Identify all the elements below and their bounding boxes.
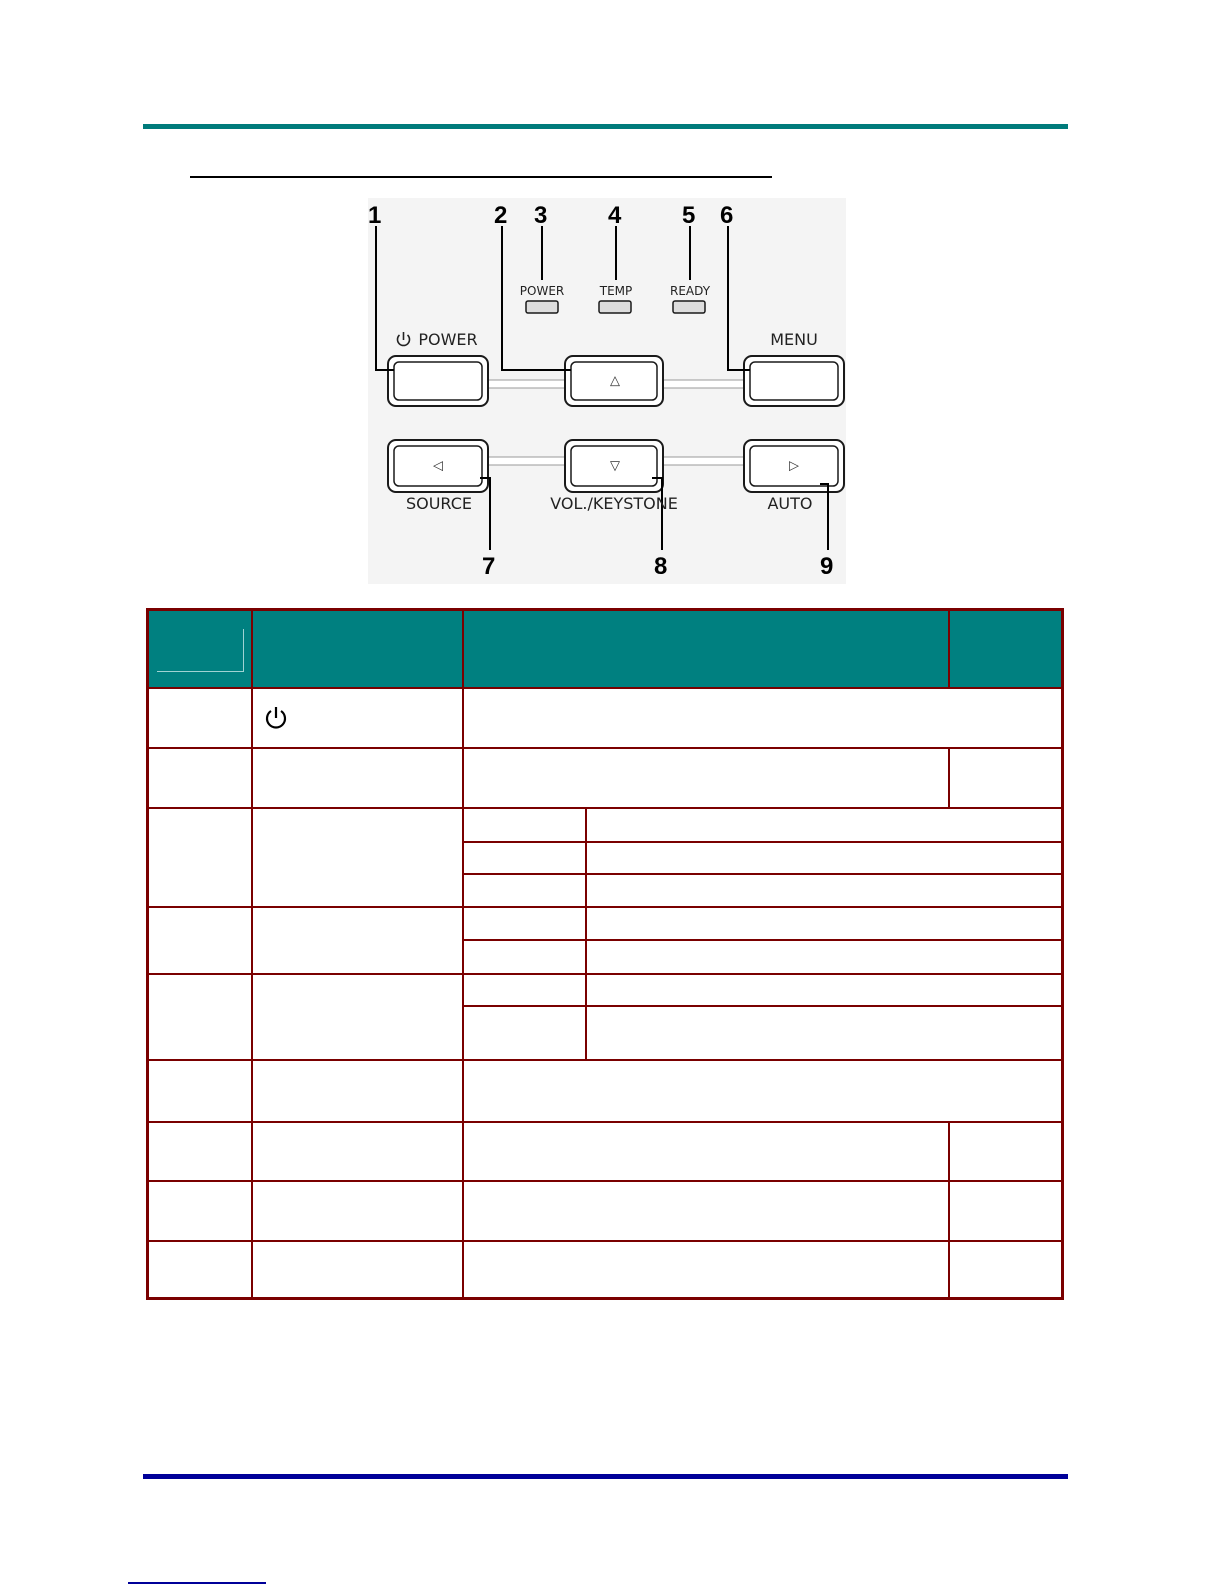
connector-bar — [486, 380, 568, 388]
row-divider — [149, 973, 1061, 975]
callout-leader-6 — [728, 226, 750, 370]
key-label-menu: MENU — [770, 330, 818, 349]
key-label-power: POWER — [418, 330, 478, 349]
column-divider — [462, 611, 464, 1297]
key-label-vol-keystone: VOL./KEYSTONE — [550, 494, 678, 513]
footer-rule — [143, 1474, 1068, 1479]
callout-number: 9 — [820, 553, 834, 580]
callout-number: 2 — [494, 202, 508, 229]
temp-led — [599, 301, 631, 313]
row-divider — [149, 687, 1061, 689]
sub-row-divider — [462, 873, 1061, 875]
triangle-down-icon: ▽ — [610, 458, 620, 474]
column-divider — [948, 747, 950, 807]
table-header-row — [149, 611, 1061, 687]
sub-row-divider — [462, 939, 1061, 941]
header-cell-inset — [157, 629, 244, 672]
power-icon — [263, 705, 289, 731]
column-divider — [948, 611, 950, 687]
sub-row-divider — [462, 841, 1061, 843]
power-icon — [398, 332, 410, 345]
row-divider — [149, 906, 1061, 908]
connector-bar — [660, 457, 746, 465]
row-divider — [149, 1059, 1061, 1061]
triangle-right-icon: ▷ — [789, 458, 799, 474]
led-label-power: POWER — [519, 284, 565, 298]
callout-number: 5 — [682, 202, 696, 229]
callout-leader-9 — [820, 484, 828, 550]
power-key — [388, 356, 488, 406]
section-heading-underline — [190, 176, 772, 178]
column-divider — [251, 611, 253, 1297]
callout-leader-1 — [376, 226, 394, 370]
header-rule — [143, 124, 1068, 129]
callout-number: 7 — [482, 553, 496, 580]
controls-table — [146, 608, 1064, 1300]
callout-number: 1 — [368, 202, 382, 229]
power-led — [526, 301, 558, 313]
connector-bar — [486, 457, 568, 465]
menu-key — [744, 356, 844, 406]
triangle-left-icon: ◁ — [433, 458, 443, 474]
row-divider — [149, 1121, 1061, 1123]
control-panel-figure — [368, 198, 846, 584]
column-divider — [585, 807, 587, 1059]
row-divider — [149, 747, 1061, 749]
footer-link-underline — [128, 1582, 266, 1584]
led-label-ready: READY — [669, 284, 711, 298]
callout-number: 6 — [720, 202, 734, 229]
connector-bar — [660, 380, 746, 388]
callout-number: 8 — [654, 553, 668, 580]
callout-number: 3 — [534, 202, 548, 229]
key-label-source: SOURCE — [405, 494, 473, 513]
sub-row-divider — [462, 1005, 1061, 1007]
control-panel-drawing — [368, 198, 846, 584]
led-label-temp: TEMP — [599, 284, 633, 298]
key-label-auto: AUTO — [767, 494, 813, 513]
row-divider — [149, 1240, 1061, 1242]
row-divider — [149, 807, 1061, 809]
row-divider — [149, 1180, 1061, 1182]
ready-led — [673, 301, 705, 313]
callout-leader-2 — [502, 226, 571, 370]
triangle-up-icon: △ — [610, 373, 620, 389]
callout-number: 4 — [608, 202, 622, 229]
column-divider — [948, 1121, 950, 1297]
